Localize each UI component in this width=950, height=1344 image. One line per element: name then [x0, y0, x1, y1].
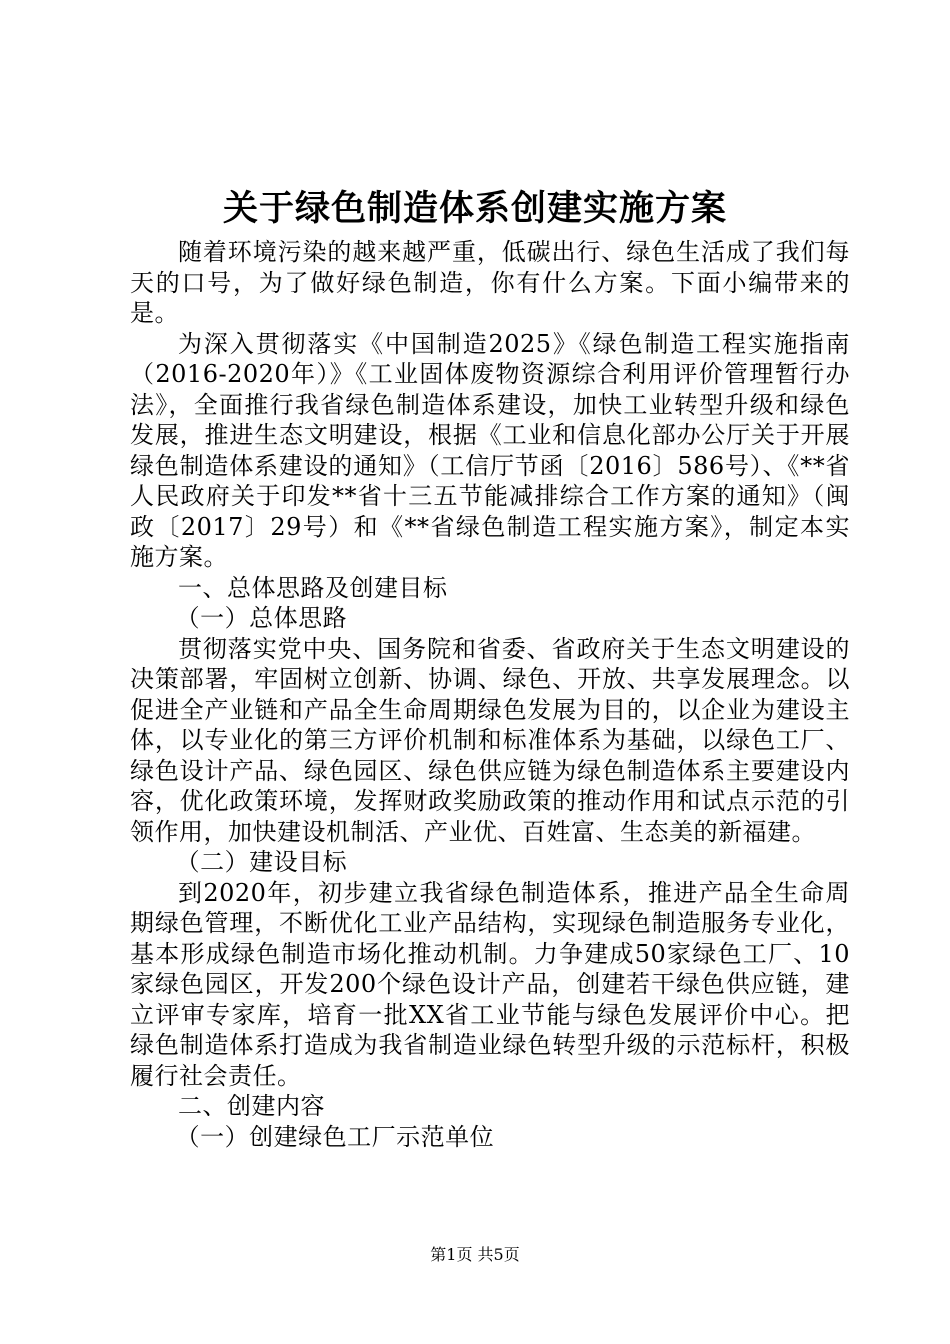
- section-heading-2: 二、创建内容: [178, 1092, 325, 1120]
- general-idea-paragraph: 贯彻落实党中央、国务院和省委、省政府关于生态文明建设的决策部署，牢固树立创新、协调、绿色、开放、共享发展理念。以促进全产业链和产品全生命周期绿色发展为目的，以企业为建设主体，以专业化的第三方评价机制和标准体系为基础，以绿色工厂、绿色设计产品、绿色园区、绿色供应链为绿色制造体系主要建设内容，优化政策环境，发挥财政奖励政策的推动作用和试点示范的引领作用，加快建设机制活、产业优、百姓富、生态美的新福建。: [130, 634, 850, 846]
- page-number-footer: 第1页 共5页: [430, 1245, 520, 1264]
- subsection-heading-2-1: （一）创建绿色工厂示范单位: [175, 1122, 495, 1151]
- document-body: [130, 237, 850, 1152]
- subsection-heading-1-1: （一）总体思路: [175, 604, 348, 632]
- section-heading-1: 一、总体思路及创建目标: [178, 573, 448, 602]
- goals-paragraph: 到2020年，初步建立我省绿色制造体系，推进产品全生命周期绿色管理，不断优化工业产品结构，实现绿色制造服务专业化，基本形成绿色制造市场化推动机制。力争建成50家绿色工厂、10家绿色园区，开发200个绿色设计产品，创建若干绿色供应链，建立评审专家库，培育一批XX省工业节能与绿色发展评价中心。把绿色制造体系打造成为我省制造业绿色转型升级的示范标杆，积极履行社会责任。: [130, 878, 850, 1090]
- intro-paragraph: 随着环境污染的越来越严重，低碳出行、绿色生活成了我们每天的口号，为了做好绿色制造，你有什么方案。下面小编带来的是。: [130, 238, 850, 327]
- basis-paragraph: 为深入贯彻落实《中国制造2025》《绿色制造工程实施指南（2016-2020年）》《工业固体废物资源综合利用评价管理暂行办法》，全面推行我省绿色制造体系建设，加快工业转型升级和绿色发展，推进生态文明建设，根据《工业和信息化部办公厅关于开展绿色制造体系建设的通知》（工信厅节函〔2016〕586号）、《**省人民政府关于印发**省十三五节能减排综合工作方案的通知》（闽政〔2017〕29号）和《**省绿色制造工程实施方案》，制定本实施方案。: [130, 329, 850, 571]
- subsection-heading-1-2: （二）建设目标: [175, 848, 348, 876]
- document-title: 关于绿色制造体系创建实施方案: [222, 188, 727, 229]
